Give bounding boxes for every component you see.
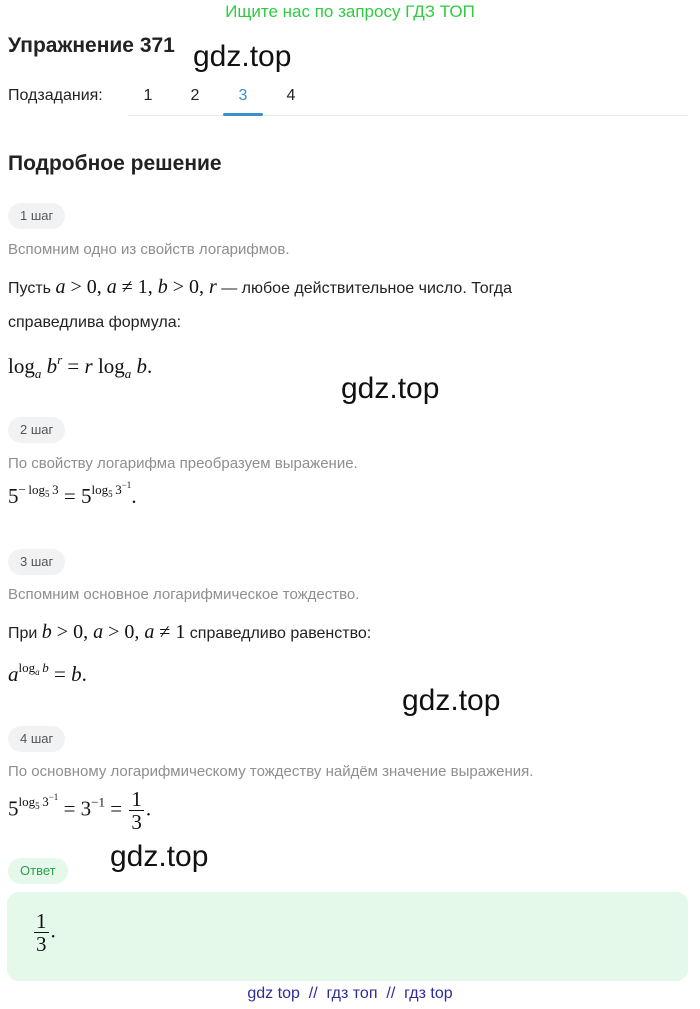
step-3-text-after: справедливо равенство: bbox=[189, 625, 372, 642]
subtask-tab-3[interactable]: 3 bbox=[238, 87, 248, 104]
answer-numerator: 1 bbox=[36, 909, 47, 933]
subtasks-label: Подзадания: bbox=[8, 87, 103, 104]
step-3-text-before: При bbox=[8, 625, 38, 642]
step-1-badge: 1 шаг bbox=[8, 203, 65, 229]
answer-value: $\frac{1}{3}$ . bbox=[36, 909, 56, 957]
step-4-fraction: $\frac{1}{3}$ bbox=[131, 787, 142, 835]
answer-box bbox=[7, 892, 688, 981]
step-1-text bbox=[8, 276, 512, 299]
step-1-text-after: — любое действительное число. Тогда bbox=[221, 280, 512, 297]
step-3-condition: b > 0, a > 0, a ≠ 1 bbox=[41, 621, 186, 643]
exercise-title: Упражнение 371 bbox=[8, 34, 175, 57]
active-tab-indicator bbox=[223, 113, 263, 116]
watermark: gdz.top bbox=[402, 684, 501, 717]
answer-fraction bbox=[34, 910, 49, 955]
watermark: gdz.top bbox=[110, 840, 209, 873]
step-3-text bbox=[8, 621, 371, 644]
watermark: gdz.top bbox=[193, 40, 292, 73]
step-4-formula: $5^{log_5 3^{-1}} = 3^{-1}$ = $\frac{1}{3}$ . bbox=[8, 787, 152, 835]
step-3-badge: 3 шаг bbox=[8, 549, 65, 575]
step-1-text-line2: справедлива формула: bbox=[8, 314, 182, 331]
step-3-formula: $a^{log_a b} = b$. bbox=[8, 660, 87, 686]
step-2-badge: 2 шаг bbox=[8, 417, 65, 443]
step-1-text-before: Пусть bbox=[8, 280, 51, 297]
answer-badge: Ответ bbox=[8, 858, 68, 884]
step-2-formula: $5^{- log_5 3} = 5^{log_5 3^{-1}}$. bbox=[8, 480, 137, 508]
subtask-tab-4[interactable]: 4 bbox=[286, 87, 296, 104]
solution-title: Подробное решение bbox=[8, 152, 222, 175]
step-4-badge: 4 шаг bbox=[8, 726, 65, 752]
promo-banner: Ищите нас по запросу ГДЗ ТОП bbox=[225, 2, 475, 21]
step-1-formula: $\log_a b^r = r$ $\log_a b$. bbox=[8, 352, 153, 381]
step-1-condition: a > 0, a ≠ 1, b > 0, r bbox=[55, 276, 217, 298]
watermark: gdz.top bbox=[341, 372, 440, 405]
step-3-hint: Вспомним основное логарифмическое тождество. bbox=[8, 586, 360, 603]
step-2-hint: По свойству логарифма преобразуем выражение. bbox=[8, 455, 358, 472]
footer-links[interactable]: gdz top // гдз топ // гдз top bbox=[247, 985, 453, 1002]
subtask-tab-2[interactable]: 2 bbox=[190, 87, 200, 104]
step-4-hint: По основному логарифмическому тождеству найдём значение выражения. bbox=[8, 763, 534, 780]
subtask-tab-1[interactable]: 1 bbox=[143, 87, 153, 104]
subtasks-divider bbox=[128, 115, 688, 116]
answer-denominator: 3 bbox=[36, 932, 47, 957]
step-1-hint: Вспомним одно из свойств логарифмов. bbox=[8, 241, 290, 258]
